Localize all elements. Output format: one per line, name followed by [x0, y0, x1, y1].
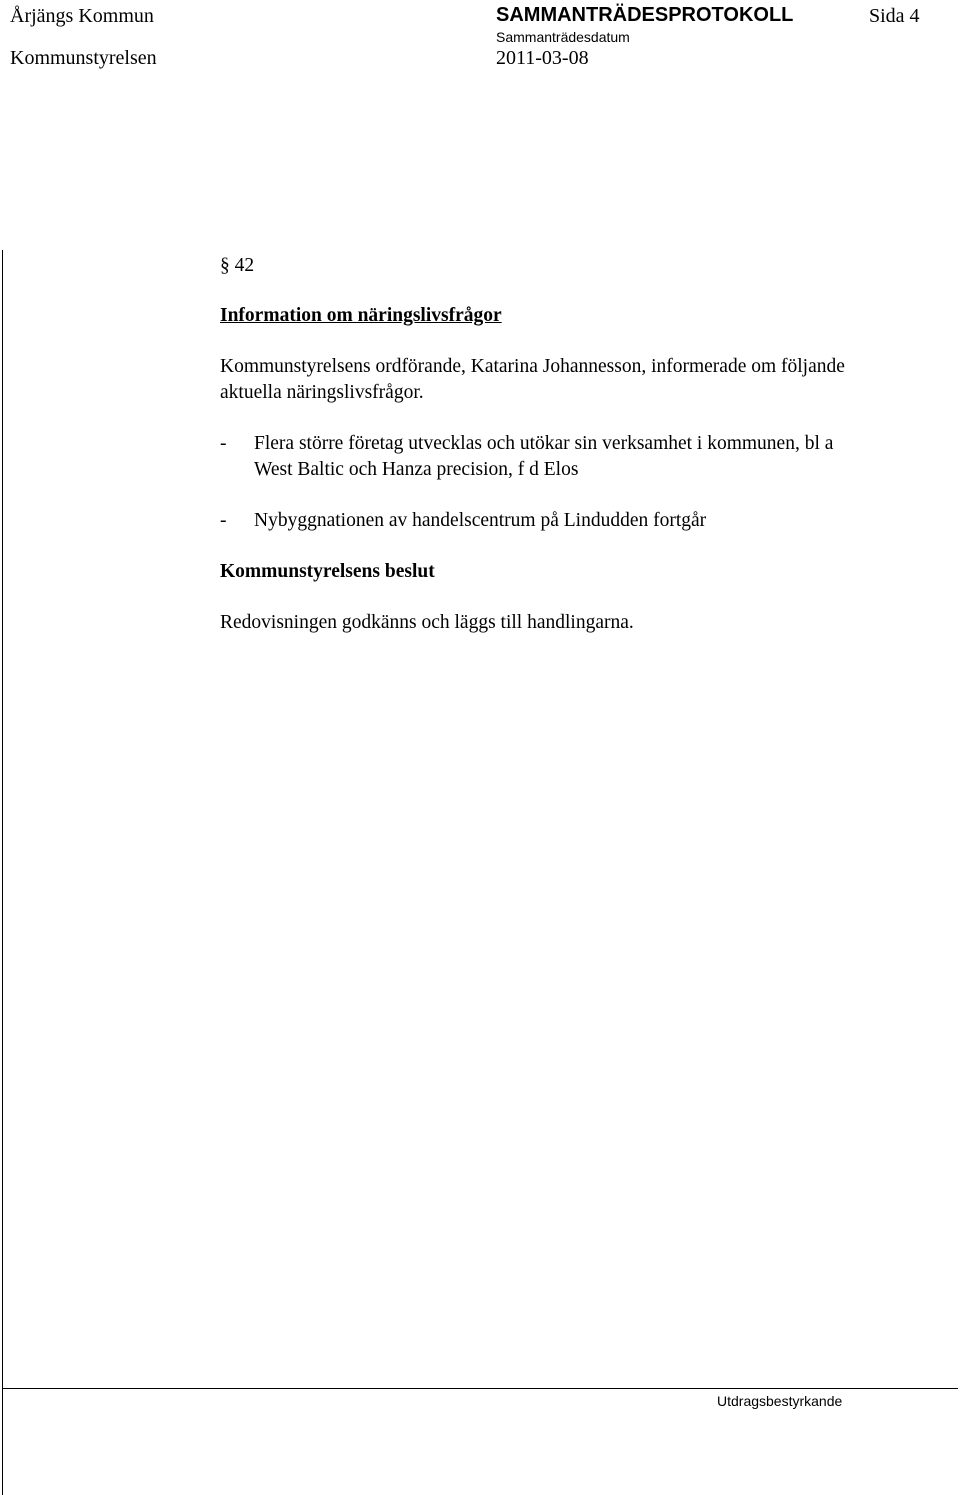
- certification-label: Utdragsbestyrkande: [717, 1393, 843, 1409]
- bullet-dash: -: [220, 510, 227, 531]
- section-title: Information om näringslivsfrågor: [220, 305, 502, 326]
- bullet-dash: -: [220, 433, 227, 454]
- paragraph-number: § 42: [220, 255, 255, 276]
- bullet-text-line-1: Flera större företag utvecklas och utökar sin verksamhet i kommunen, bl a: [254, 433, 834, 454]
- document-type-title: SAMMANTRÄDESPROTOKOLL: [496, 4, 794, 26]
- bullet-text-line-1: Nybyggnationen av handelscentrum på Lindudden fortgår: [254, 510, 707, 531]
- footer-rule: [2, 1388, 958, 1389]
- bullet-text-line-2: West Baltic och Hanza precision, f d Elos: [254, 459, 579, 480]
- municipality-name: Årjängs Kommun: [10, 5, 154, 27]
- left-margin-rule: [2, 250, 3, 1495]
- committee-name: Kommunstyrelsen: [10, 47, 157, 69]
- intro-text-line-1: Kommunstyrelsens ordförande, Katarina Johannesson, informerade om följande: [220, 356, 845, 377]
- page-number: Sida 4: [869, 5, 920, 27]
- meeting-date: 2011-03-08: [496, 47, 589, 69]
- intro-text-line-2: aktuella näringslivsfrågor.: [220, 382, 424, 403]
- decision-heading: Kommunstyrelsens beslut: [220, 561, 435, 582]
- decision-text: Redovisningen godkänns och läggs till handlingarna.: [220, 612, 634, 633]
- meeting-date-label: Sammanträdesdatum: [496, 29, 630, 45]
